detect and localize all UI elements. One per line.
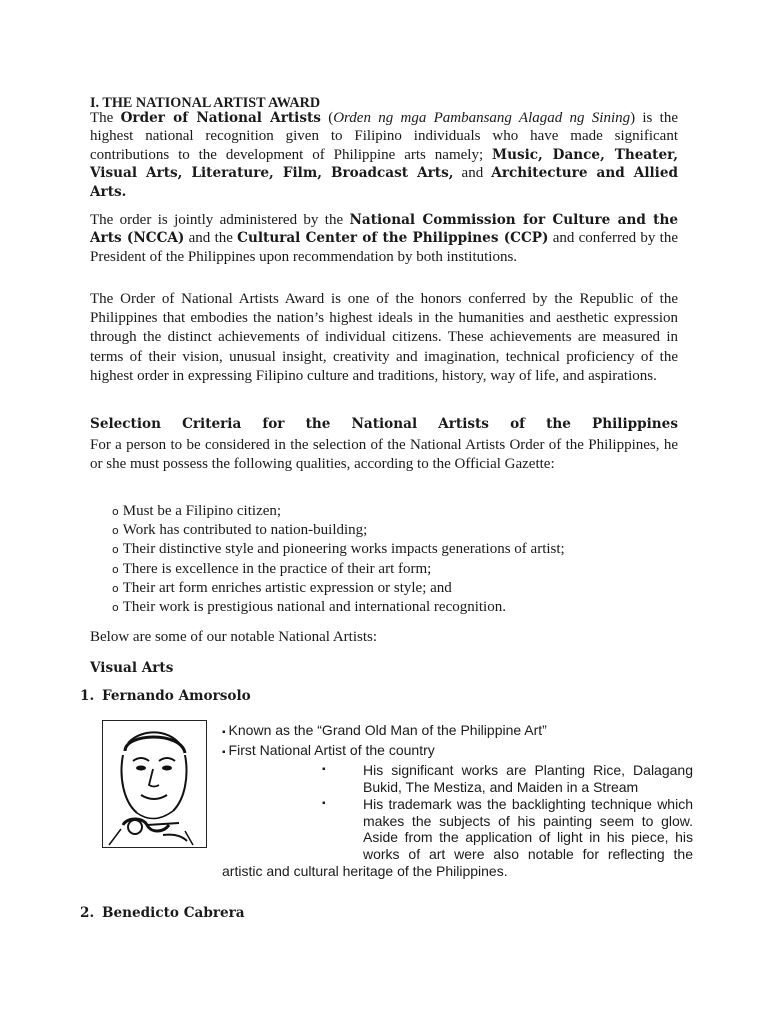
p1-bold-order: Order of National Artists bbox=[120, 110, 321, 126]
circle-bullet-icon: o bbox=[112, 581, 119, 595]
p2-bold-ccp: Cultural Center of the Philippines (CCP) bbox=[237, 230, 549, 247]
category-visual-arts: Visual Arts bbox=[90, 660, 174, 676]
fact-1-text: Known as the “Grand Old Man of the Philippine Art” bbox=[228, 722, 547, 738]
fact-4 bbox=[222, 796, 693, 881]
criteria-title: Selection Criteria for the National Artists of the Philippines bbox=[90, 416, 678, 432]
circle-bullet-icon: o bbox=[112, 543, 119, 557]
criteria-item-text: Their distinctive style and pioneering works impacts generations of artist; bbox=[122, 541, 565, 558]
bullet-square-icon: ▪ bbox=[222, 746, 226, 758]
criteria-item bbox=[112, 502, 672, 521]
paragraph-administration bbox=[90, 211, 678, 266]
p2-text-1: The order is jointly administered by the bbox=[90, 212, 350, 228]
artist-heading-2 bbox=[80, 905, 245, 921]
artist-number-1: 1. bbox=[80, 688, 95, 704]
bullet-square-icon: ▪ bbox=[322, 797, 326, 809]
fact-1 bbox=[222, 722, 693, 742]
criteria-list bbox=[112, 502, 672, 617]
criteria-intro: For a person to be considered in the selection of the National Artists Order of the Philippines, he or she must possess the following qualities, according to the Official Gazette: bbox=[90, 437, 678, 473]
circle-bullet-icon: o bbox=[112, 524, 119, 538]
p2-bold-ncca: National Commission for Culture and the Arts (NCCA) bbox=[90, 212, 678, 247]
criteria-item-text: Their art form enriches artistic expression or style; and bbox=[122, 579, 452, 596]
criteria-item-text: Must be a Filipino citizen; bbox=[122, 503, 282, 519]
fact-2-text: First National Artist of the country bbox=[228, 741, 435, 758]
bullet-square-icon: ▪ bbox=[322, 763, 326, 775]
portrait-image bbox=[102, 720, 207, 848]
criteria-item-text: Work has contributed to nation-building; bbox=[122, 522, 368, 539]
p1-text-4: and bbox=[453, 165, 492, 182]
p1-bold-arts: Music, Dance, Theater, Visual Arts, Literature, Film, Broadcast Arts, bbox=[90, 146, 678, 182]
fact-3-text: His significant works are Planting Rice, Dalagang Bukid, The Mestiza, and Maiden in a Stream bbox=[363, 761, 693, 795]
criteria-item bbox=[112, 560, 672, 579]
notable-intro: Below are some of our notable National Artists: bbox=[90, 629, 378, 645]
p1-bold-architecture: Architecture and Allied Arts. bbox=[90, 165, 678, 200]
artist-number-2: 2. bbox=[80, 905, 95, 921]
paragraph-intro bbox=[90, 109, 678, 201]
artist-1-facts bbox=[222, 722, 693, 880]
criteria-item bbox=[112, 579, 672, 598]
circle-bullet-icon: o bbox=[112, 600, 119, 614]
p1-italic-filipino-name: Orden ng mga Pambansang Alagad ng Sining bbox=[333, 110, 631, 126]
section-heading: I. THE NATIONAL ARTIST AWARD bbox=[90, 95, 321, 111]
p1-text-1: The bbox=[90, 110, 121, 126]
bullet-square-icon: ▪ bbox=[222, 727, 226, 738]
p1-text-2: ( bbox=[320, 110, 334, 126]
circle-bullet-icon: o bbox=[112, 505, 119, 518]
portrait-sketch bbox=[103, 721, 205, 846]
artist-heading-1 bbox=[80, 688, 251, 704]
fact-3 bbox=[222, 762, 693, 796]
fact-4-text: His trademark was the backlighting technique which makes the subjects of his painting seem to glow. Aside from the application of light in his piece, his works of art were also notable for reflecting the artistic and cultural heritage of the Philippines. bbox=[222, 795, 693, 880]
criteria-item bbox=[112, 598, 672, 617]
p2-text-2: and the bbox=[184, 230, 238, 247]
fact-2 bbox=[222, 742, 693, 762]
fact-4-indent bbox=[222, 796, 363, 847]
criteria-item bbox=[112, 521, 672, 540]
criteria-item-text: Their work is prestigious national and international recognition. bbox=[122, 598, 506, 615]
artist-name-2: Benedicto Cabrera bbox=[102, 905, 245, 921]
p2-text-3: and conferred by the President of the Philippines upon recommendation by both institutions. bbox=[90, 230, 678, 265]
criteria-list-container bbox=[112, 502, 672, 617]
circle-bullet-icon: o bbox=[112, 562, 119, 576]
criteria-item bbox=[112, 540, 672, 559]
criteria-item-text: There is excellence in the practice of their art form; bbox=[122, 560, 432, 577]
paragraph-honors: The Order of National Artists Award is one of the honors conferred by the Republic of the Philippines that embodies the nation’s highest ideals in the humanities and aesthetic expression through the distinct achievements of individual citizens. These achievements are measured in terms of their vision, unusual insight, creativity and imagination, technical proficiency of the highest order in expressing Filipino culture and traditions, history, way of life, and aspirations. bbox=[90, 291, 678, 384]
p1-text-3: ) is the highest national recognition given to Filipino individuals who have made significant contributions to the development of Philippine arts namely; bbox=[90, 110, 678, 163]
artist-name-1: Fernando Amorsolo bbox=[102, 688, 251, 704]
